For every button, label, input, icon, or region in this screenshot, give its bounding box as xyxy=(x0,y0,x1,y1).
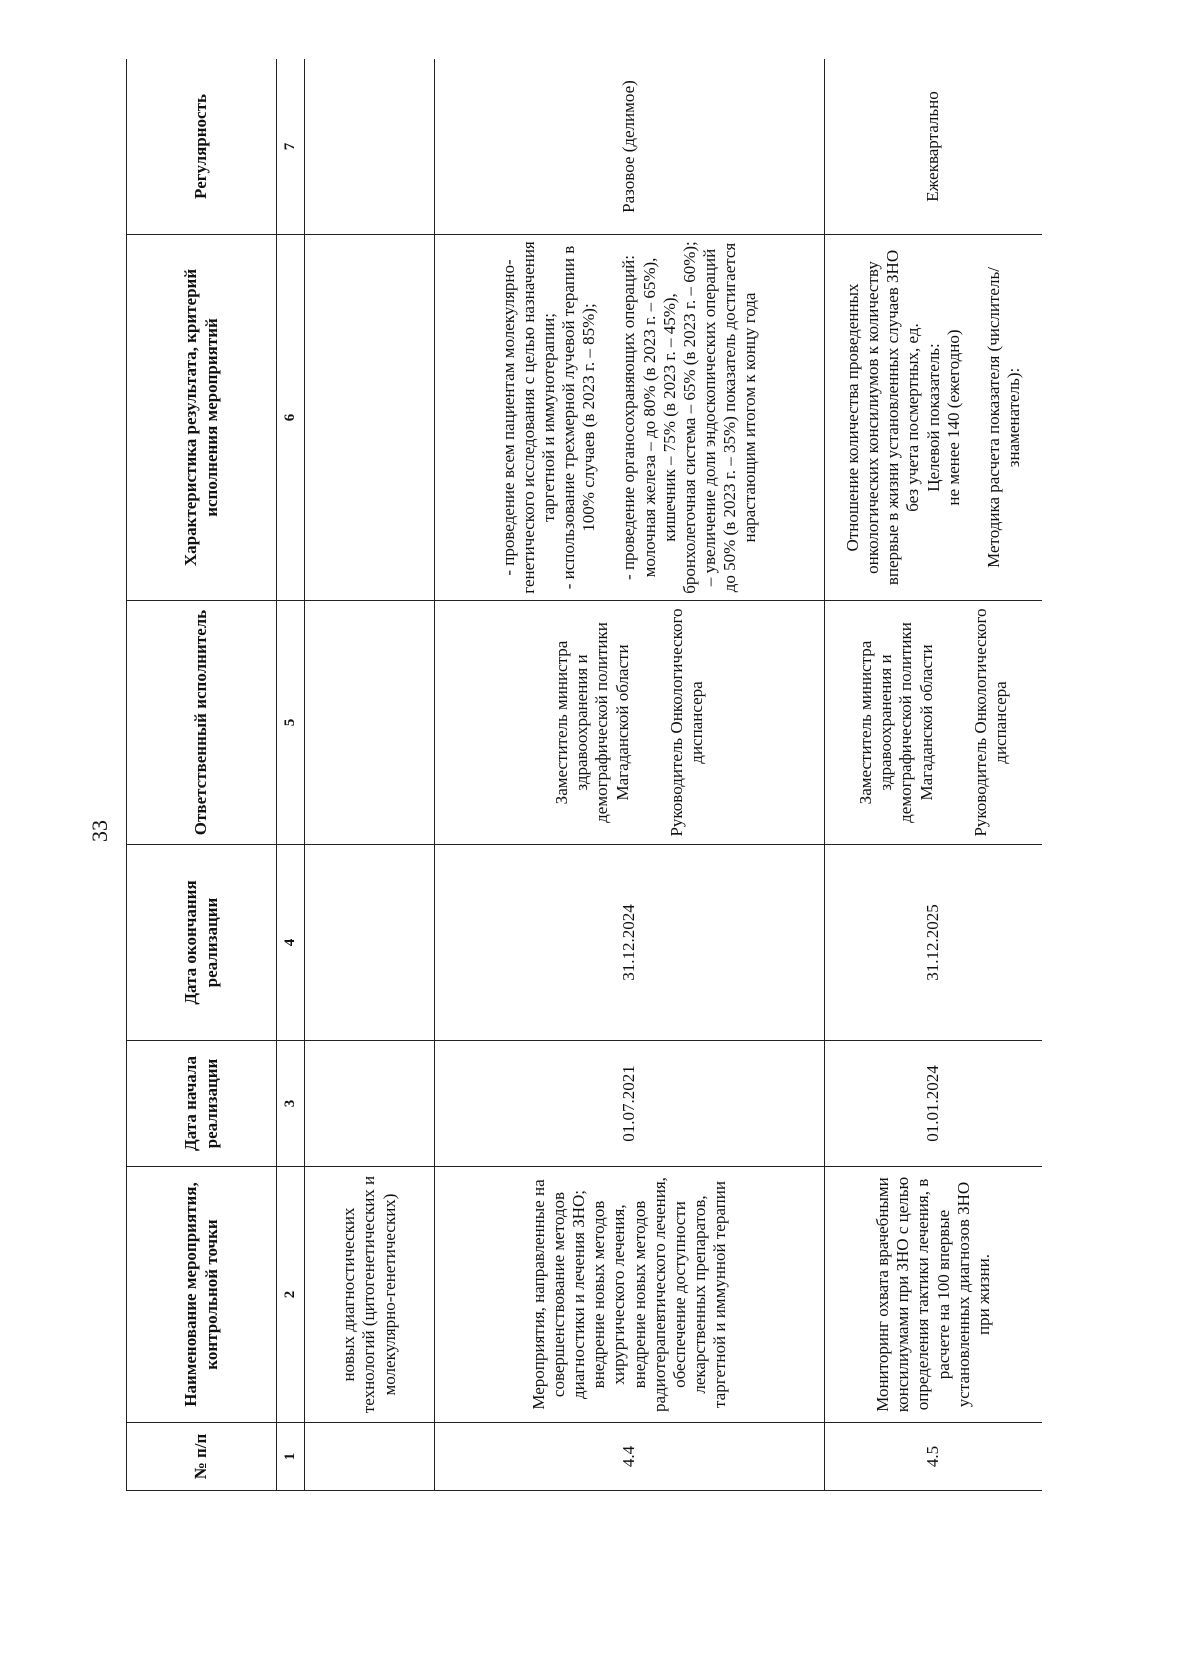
target-value: не менее 140 (ежегодно) xyxy=(943,329,963,506)
responsible-head: Руководитель Онкологического диспансера xyxy=(666,608,706,837)
header-regularity: Регулярность xyxy=(127,59,277,235)
header-end: Дата окончания реализации xyxy=(127,845,277,1041)
result-description xyxy=(435,235,825,601)
table-header-row xyxy=(127,59,277,1491)
responsible-executor xyxy=(825,601,1043,845)
activities-table xyxy=(126,59,1042,1491)
header-start: Дата начала реализации xyxy=(127,1041,277,1167)
activity-name: Мониторинг охвата врачебными консилиумами при ЗНО с целью определения тактики лечения, в расчете на 100 впервые установленных диагнозов ЗНО при жизни. xyxy=(825,1167,1043,1423)
table-row-4-4 xyxy=(435,59,825,1491)
regularity: Разовое (делимое) xyxy=(435,59,825,235)
cell-empty xyxy=(305,1041,435,1167)
column-number-row xyxy=(277,59,305,1491)
document-table-wrapper xyxy=(126,59,1042,1491)
start-date: 01.01.2024 xyxy=(825,1041,1043,1167)
target-label: Целевой показатель: xyxy=(923,343,943,492)
column-number: 1 xyxy=(277,1423,305,1491)
cell-empty xyxy=(305,59,435,235)
column-number: 4 xyxy=(277,845,305,1041)
cell-empty xyxy=(305,235,435,601)
cell-empty xyxy=(305,1423,435,1491)
column-number: 6 xyxy=(277,235,305,601)
page-number: 33 xyxy=(87,820,112,842)
responsible-deputy-minister: Заместитель министра здравоохранения и демографической политики Магаданской области xyxy=(552,622,632,823)
column-number: 5 xyxy=(277,601,305,845)
column-number: 2 xyxy=(277,1167,305,1423)
table-row-4-5 xyxy=(825,59,1043,1491)
cell-empty xyxy=(305,601,435,845)
end-date: 31.12.2024 xyxy=(435,845,825,1041)
column-number: 3 xyxy=(277,1041,305,1167)
table-row-continuation xyxy=(305,59,435,1491)
rotated-table-container xyxy=(126,59,1042,1491)
responsible-deputy-minister: Заместитель министра здравоохранения и демографической политики Магаданской области xyxy=(856,622,936,823)
activity-name: Мероприятия, направленные на совершенствование методов диагностики и лечения ЗНО; внедрение новых методов хирургического лечения, внедрение новых методов радиотерапевтического лечения, обеспечение доступности лекарственных препаратов, таргетной и иммунной терапии xyxy=(435,1167,825,1423)
result-item: - проведение всем пациентам молекулярно-генетического исследования с целью назначения таргетной и иммунотерапии; xyxy=(499,241,559,594)
calculation-method: Методика расчета показателя (числитель/знаменатель): xyxy=(983,267,1023,568)
column-number: 7 xyxy=(277,59,305,235)
result-description xyxy=(825,235,1043,601)
header-num: № п/п xyxy=(127,1423,277,1491)
header-name: Наименование мероприятия, контрольной точки xyxy=(127,1167,277,1423)
start-date: 01.07.2021 xyxy=(435,1041,825,1167)
responsible-executor xyxy=(435,601,825,845)
header-responsible: Ответственный исполнитель xyxy=(127,601,277,845)
row-number: 4.5 xyxy=(825,1423,1043,1491)
continuation-name: новых диагностических технологий (цитогенетических и молекулярно-генетических) xyxy=(305,1167,435,1423)
result-item: - проведение органосохраняющих операций: молочная железа – до 80% (в 2023 г. – 65%), кишечник – 75% (в 2023 г. – 45%), бронхолегочная система – 65% (в 2023 г. – 60%); xyxy=(619,241,699,594)
cell-empty xyxy=(305,845,435,1041)
end-date: 31.12.2025 xyxy=(825,845,1043,1041)
result-main: Отношение количества проведенных онкологических консилиумов к количеству впервые в жизни установленных случаев ЗНО без учета посмертных, ед. xyxy=(843,249,923,586)
row-number: 4.4 xyxy=(435,1423,825,1491)
result-item: - использование трехмерной лучевой терапии в 100% случаев (в 2023 г. – 85%); xyxy=(559,245,599,590)
header-result: Характеристика результата, критерий исполнения мероприятий xyxy=(127,235,277,601)
result-item: – увеличение доли эндоскопических операций до 50% (в 2023 г. – 35%) показатель достигается нарастающим итогом к концу года xyxy=(699,242,759,593)
regularity: Ежеквартально xyxy=(825,59,1043,235)
responsible-head: Руководитель Онкологического диспансера xyxy=(970,608,1010,837)
